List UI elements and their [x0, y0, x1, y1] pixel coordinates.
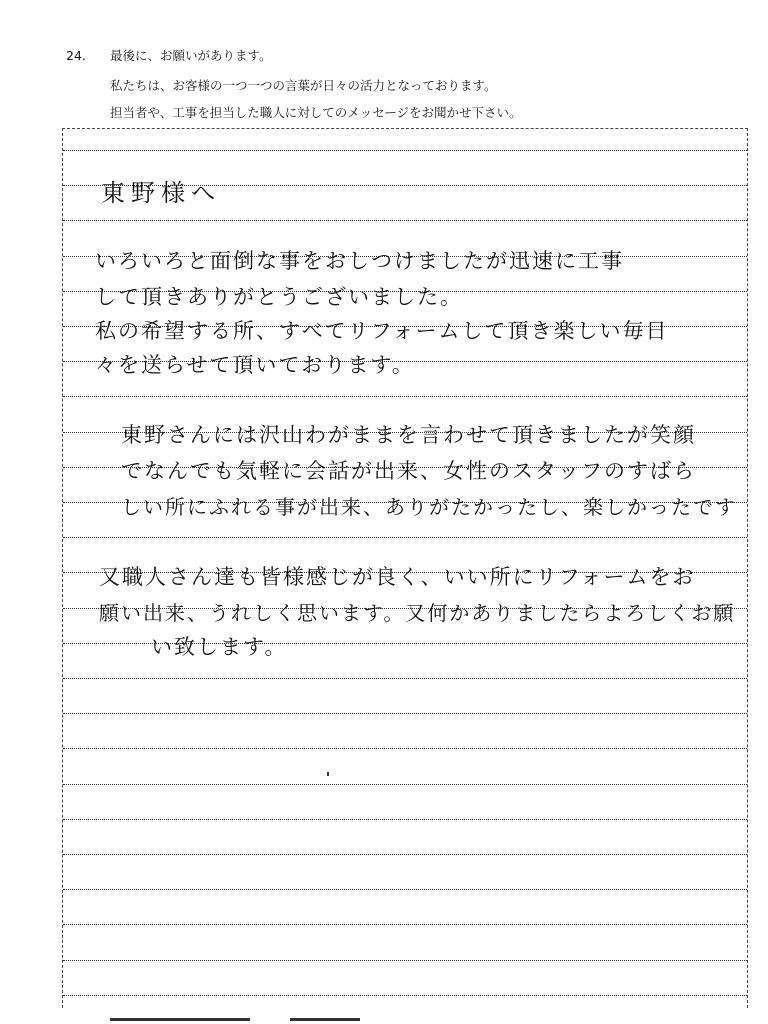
question-description-line-1: 私たちは、お客様の一つ一つの言葉が日々の活力となっております。 — [110, 78, 497, 93]
question-description-line-2: 担当者や、工事を担当した職人に対してのメッセージをお聞かせ下さい。 — [110, 105, 522, 120]
ruled-line — [63, 678, 747, 679]
ruled-line — [63, 784, 747, 785]
question-title: 最後に、お願いがあります。 — [110, 48, 272, 63]
ruled-line — [63, 396, 747, 397]
ruled-line — [63, 819, 747, 820]
handwritten-line: 東野さんには沢山わがままを言わせて頂きましたが笑顔 — [121, 423, 696, 447]
ruled-line — [63, 748, 747, 749]
handwritten-line: して頂きありがとうございました。 — [95, 285, 463, 309]
handwritten-line: 私の希望する所、すべてリフォームして頂き楽しい毎日 — [95, 319, 669, 343]
handwritten-line: でなんでも気軽に会話が出来、女性のスタッフのすばら — [121, 459, 696, 483]
answer-box — [62, 128, 748, 1008]
ruled-line — [63, 960, 747, 961]
question-number: 24. — [66, 48, 86, 63]
ruled-line — [63, 924, 747, 925]
handwritten-line: 々を送らせて頂いております。 — [95, 353, 415, 377]
ruled-line — [63, 713, 747, 714]
bottom-edge-mark — [110, 1018, 250, 1021]
ruled-line — [63, 150, 747, 151]
ruled-line — [63, 854, 747, 855]
ink-speck — [327, 772, 329, 776]
salutation: 東野様へ — [101, 179, 221, 207]
bottom-edge-mark — [290, 1018, 360, 1021]
ruled-line — [63, 537, 747, 538]
handwritten-line: 願い出来、うれしく思います。又何かありましたらよろしくお願 — [99, 601, 736, 625]
ruled-line — [63, 995, 747, 996]
handwritten-line: 又職人さん達も皆様感じが良く、いい所にリフォームをお — [99, 565, 696, 589]
handwritten-line: しい所にふれる事が出来、ありがたかったし、楽しかったです — [121, 495, 737, 519]
ruled-line — [63, 220, 747, 221]
handwritten-line: い致します。 — [151, 635, 288, 659]
handwritten-line: いろいろと面倒な事をおしつけましたが迅速に工事 — [95, 249, 624, 273]
ruled-line — [63, 889, 747, 890]
